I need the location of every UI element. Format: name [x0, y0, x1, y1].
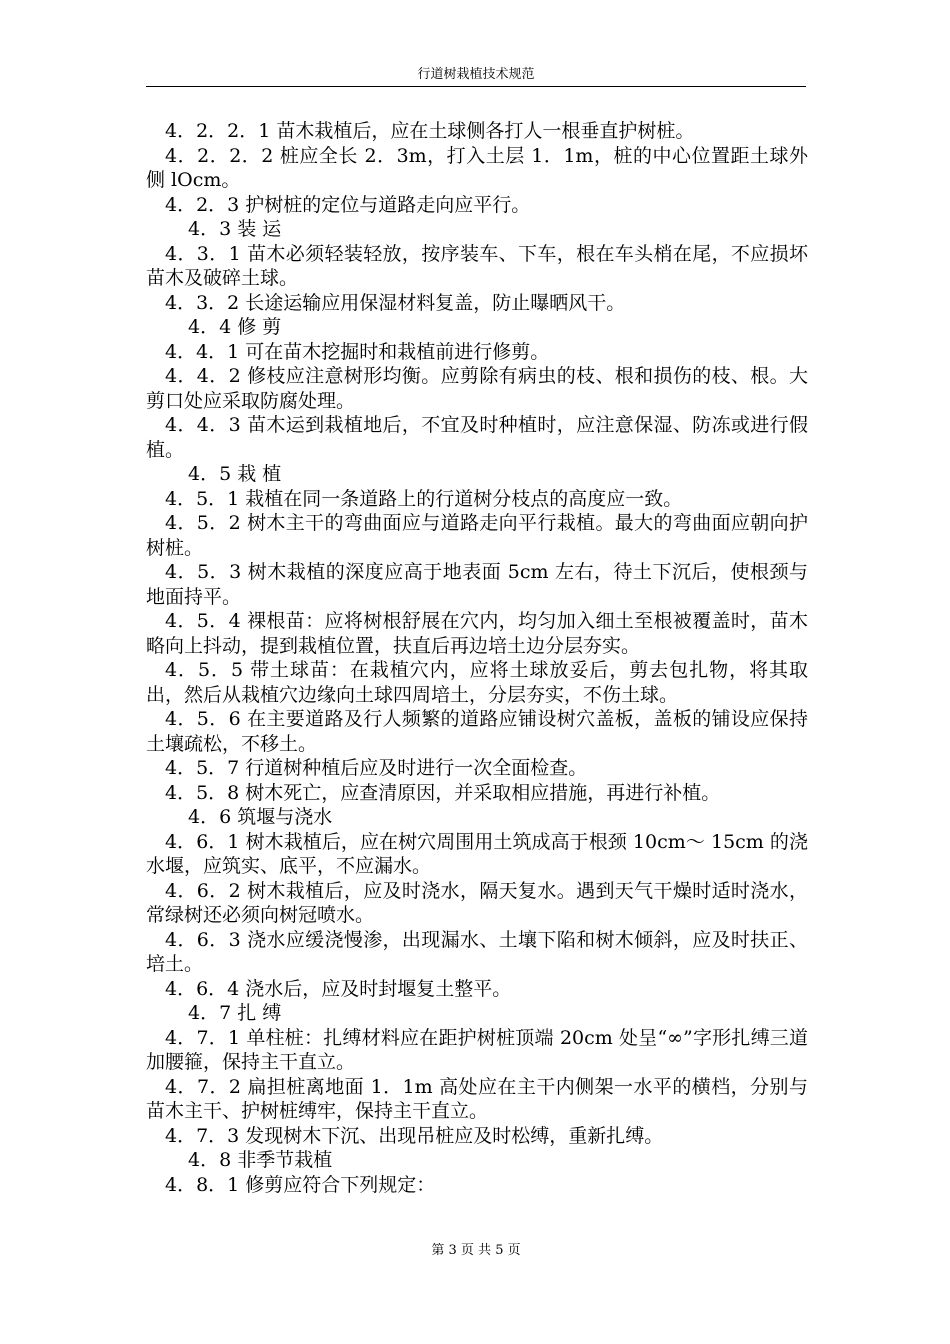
- section-heading: 4．7 扎 缚: [188, 1002, 282, 1024]
- clause-paragraph: 4．4．3 苗木运到栽植地后，不宜及时种植时，应注意保湿、防冻或进行假植。: [146, 414, 808, 461]
- page-header: 行道树栽植技术规范: [417, 67, 535, 82]
- clause-paragraph: 4．4．2 修枝应注意树形均衡。应剪除有病虫的枝、根和损伤的枝、根。大剪口处应采取防腐处理。: [146, 365, 808, 412]
- clause-paragraph: 4．3．1 苗木必须轻装轻放，按序装车、下车，根在车头梢在尾，不应损坏苗木及破碎土球。: [146, 242, 808, 289]
- section-heading: 4．4 修 剪: [188, 316, 282, 338]
- clause-paragraph: 4．5．4 裸根苗：应将树根舒展在穴内，均匀加入细土至根被覆盖时，苗木略向上抖动，提到栽植位置，扶直后再边培土边分层夯实。: [146, 610, 808, 657]
- clause-paragraph: 4．7．2 扁担桩离地面 1．1m 高处应在主干内侧架一水平的横档，分别与苗木主干、护树桩缚牢，保持主干直立。: [146, 1075, 808, 1122]
- clause-paragraph: 4．6．4 浇水后，应及时封堰复土整平。: [165, 977, 512, 1000]
- header-divider: [146, 86, 806, 87]
- clause-paragraph: 4．2．2．2 桩应全长 2．3m，打入土层 1．1m，桩的中心位置距土球外侧 lOcm。: [146, 144, 808, 191]
- clause-paragraph: 4．3．2 长途运输应用保湿材料复盖，防止曝晒风干。: [165, 291, 626, 314]
- clause-paragraph: 4．5．7 行道树种植后应及时进行一次全面检查。: [165, 757, 588, 779]
- section-heading: 4．5 栽 植: [188, 463, 282, 485]
- section-heading: 4．6 筑堰与浇水: [188, 806, 333, 828]
- clause-paragraph: 4．4．1 可在苗木挖掘时和栽植前进行修剪。: [165, 340, 550, 363]
- clause-paragraph: 4．2．2．1 苗木栽植后，应在土球侧各打人一根垂直护树桩。: [165, 120, 695, 142]
- document-body: [146, 119, 808, 1197]
- clause-paragraph: 4．5．8 树木死亡，应查清原因，并采取相应措施，再进行补植。: [165, 781, 721, 804]
- clause-paragraph: 4．2．3 护树桩的定位与道路走向应平行。: [165, 193, 531, 216]
- clause-paragraph: 4．5．1 栽植在同一条道路上的行道树分枝点的高度应一致。: [165, 487, 683, 510]
- section-heading: 4．3 装 运: [188, 218, 282, 240]
- clause-paragraph: 4．5．3 树木栽植的深度应高于地表面 5cm 左右，待土下沉后，使根颈与地面持平。: [146, 561, 808, 608]
- clause-paragraph: 4．5．6 在主要道路及行人频繁的道路应铺设树穴盖板，盖板的铺设应保持土壤疏松，不移土。: [146, 708, 808, 755]
- clause-paragraph: 4．7．3 发现树木下沉、出现吊桩应及时松缚，重新扎缚。: [165, 1124, 664, 1147]
- page-footer: 第 3 页 共 5 页: [431, 1243, 521, 1258]
- clause-paragraph: 4．6．2 树木栽植后，应及时浇水，隔天复水。遇到天气干燥时适时浇水，常绿树还必须向树冠喷水。: [146, 879, 808, 926]
- clause-paragraph: 4．6．3 浇水应缓浇慢渗，出现漏水、土壤下陷和树木倾斜，应及时扶正、培土。: [146, 928, 808, 975]
- clause-paragraph: 4．6．1 树木栽植后，应在树穴周围用土筑成高于根颈 10cm～ 15cm 的浇水堰，应筑实、底平，不应漏水。: [146, 830, 808, 877]
- clause-paragraph: 4．5．5 带土球苗：在栽植穴内，应将土球放妥后，剪去包扎物，将其取出，然后从栽植穴边缘向土球四周培土，分层夯实，不伤土球。: [146, 659, 808, 706]
- section-heading: 4．8 非季节栽植: [188, 1149, 333, 1171]
- clause-paragraph: 4．7．1 单柱桩：扎缚材料应在距护树桩顶端 20cm 处呈“∞”字形扎缚三道加腰箍，保持主干直立。: [146, 1026, 808, 1073]
- clause-paragraph: 4．5．2 树木主干的弯曲面应与道路走向平行栽植。最大的弯曲面应朝向护树桩。: [146, 512, 808, 559]
- clause-paragraph: 4．8．1 修剪应符合下列规定：: [165, 1173, 436, 1196]
